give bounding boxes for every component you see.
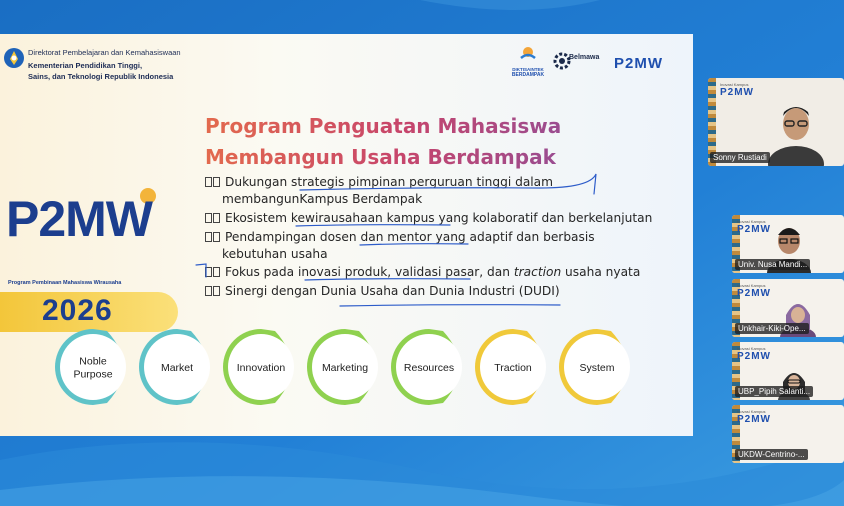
participant-tile[interactable] [732,342,844,400]
p2mw-header-logo: P2MW [614,55,663,72]
bullet-text: usaha nyata [565,265,641,279]
participant-name: Unkhair-Kiki-Ope... [735,323,809,334]
program-year: 2026 [42,294,113,327]
brand-label: P2MW [737,351,771,362]
flow-step-traction [475,329,546,405]
brand-small-label: Inovasi Kampus [720,82,749,87]
bullet-text: Dukungan strategis pimpinan perguruan tinggi dalam [225,175,554,189]
tile-brand-logo [720,82,754,98]
tile-brand-logo [737,346,771,362]
flow-step-label: Marketing [321,362,369,374]
flow-step-resources [391,329,462,405]
participant-name: Sonny Rustiadi [710,152,770,163]
brand-label: P2MW [737,414,771,425]
featured-participant-video[interactable] [708,78,844,166]
brand-small-label: Inovasi Kampus [737,219,766,224]
flow-diagram [0,34,693,436]
participant-tile[interactable] [732,279,844,337]
brand-label: P2MW [737,224,771,235]
presentation-slide [0,34,693,436]
org-line-1: Direktorat Pembelajaran dan Kemahasiswaan [28,48,181,57]
org-line-3: Sains, dan Teknologi Republik Indonesia [28,72,174,81]
belmawa-label: Belmawa [569,54,600,61]
bullet-text: Fokus pada inovasi produk, validasi pasar, dan [225,265,510,279]
tile-brand-logo [737,409,771,425]
flow-step-market [139,329,210,405]
flow-step-system [559,329,630,405]
participant-name: UBP_Pipih Salanti... [735,386,813,397]
flow-step-label: Innovation [236,362,286,374]
flow-step-noble-purpose [55,329,126,405]
bullet-continuation: membangunKampus Berdampak [222,192,423,206]
p2mw-wordmark: P2MW [6,191,152,247]
flow-step-label: Traction [494,362,532,374]
participant-tile[interactable] [732,405,844,463]
slide-title-line-1: Program Penguatan Mahasiswa [205,114,562,138]
bullet-text: Pendampingan dosen dan mentor yang adaptif dan berbasis [225,230,595,244]
flow-step-innovation [223,329,294,405]
brand-small-label: Inovasi Kampus [737,283,766,288]
org-line-2: Kementerian Pendidikan Tinggi, [28,61,143,70]
logo-tagline: Program Pembinaan Mahasiswa Wirausaha [8,280,122,286]
brand-label: P2MW [720,87,754,98]
bullet-text-italic: traction [513,265,562,279]
brand-small-label: Inovasi Kampus [737,409,766,414]
flow-step-label: Purpose [73,368,113,381]
participant-name: UKDW-Centrino-... [735,449,808,460]
tile-brand-logo [737,283,771,299]
bullet-continuation: kebutuhan usaha [222,247,328,261]
diktisaintek-label: DIKTISAINTEK [512,67,544,72]
flow-step-label: Noble [79,355,107,368]
flow-step-label: Resources [403,362,455,374]
slide-title-line-2: Membangun Usaha Berdampak [205,145,556,169]
participant-tile[interactable] [732,215,844,273]
flow-step-label: Market [160,362,194,374]
bullet-text: Sinergi dengan Dunia Usaha dan Dunia Industri (DUDI) [225,284,560,298]
participant-name: Univ. Nusa Mandi... [735,259,810,270]
brand-label: P2MW [737,288,771,299]
bullet-text: Ekosistem kewirausahaan kampus yang kolaboratif dan berkelanjutan [225,211,653,225]
flow-step-marketing [307,329,378,405]
berdampak-label: BERDAMPAK [511,72,545,78]
flow-step-label: System [579,362,615,374]
participant-avatar [766,94,826,166]
brand-small-label: Inovasi Kampus [737,346,766,351]
